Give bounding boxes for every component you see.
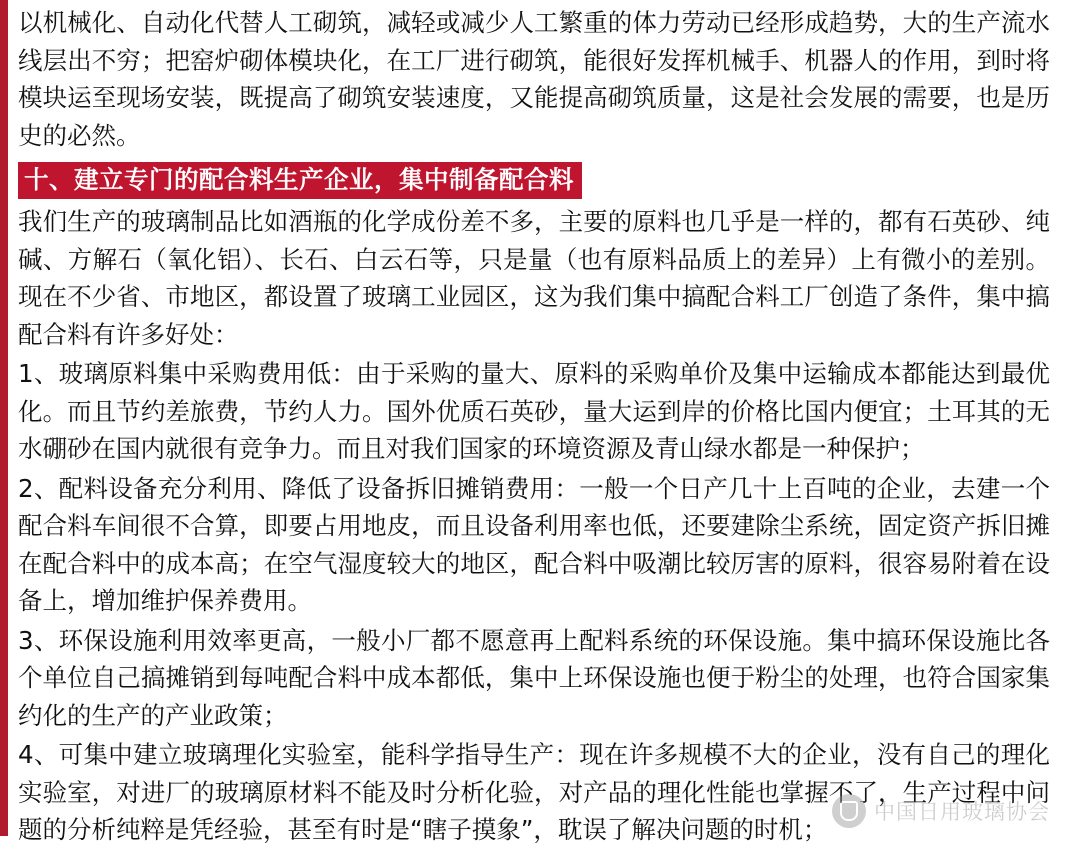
watermark-text: 中国日用玻璃协会 xyxy=(874,800,1050,824)
paragraph-intro: 以机械化、自动化代替人工砌筑，减轻或减少人工繁重的体力劳动已经形成趋势，大的生产流水线层出不穷；把窑炉砌体模块化，在工厂进行砌筑，能很好发挥机械手、机器人的作用，到时将模块运至现场安装，既提高了砌筑安装速度，又能提高砌筑质量，这是社会发展的需要，也是历史的必然。 xyxy=(18,8,1050,150)
paragraph-body-5: 4、可集中建立玻璃理化实验室，能科学指导生产：现在许多规模不大的企业，没有自己的理化实验室，对进厂的玻璃原材料不能及时分析化验，对产品的理化性能也掌握不了，生产过程中问题的分析纯粹是凭经验，甚至有时是“瞎子摸象”，耽误了解决问题的时机； xyxy=(18,740,1050,844)
paragraph-body-2: 1、玻璃原料集中采购费用低：由于采购的量大、原料的采购单价及集中运输成本都能达到最优化。而且节约差旅费，节约人力。国外优质石英砂，量大运到岸的价格比国内便宜；土耳其的无水硼砂在国内就很有竞争力。而且对我们国家的环境资源及青山绿水都是一种保护； xyxy=(18,359,1050,463)
paragraph-body-1: 我们生产的玻璃制品比如酒瓶的化学成份差不多，主要的原料也几乎是一样的，都有石英砂、纯碱、方解石（氧化铝）、长石、白云石等，只是量（也有原料品质上的差异）上有微小的差别。现在不少省、市地区，都设置了玻璃工业园区，这为我们集中搞配合料工厂创造了条件，集中搞配合料有许多好处： xyxy=(18,207,1050,349)
paragraph-body-4: 3、环保设施利用效率更高，一般小厂都不愿意再上配料系统的环保设施。集中搞环保设施比各个单位自己搞摊销到每吨配合料中成本都低，集中上环保设施也便于粉尘的处理，也符合国家集约化的生产的产业政策； xyxy=(18,625,1050,730)
section-heading-row xyxy=(18,156,1050,203)
section-heading: 十、建立专门的配合料生产企业，集中制备配合料 xyxy=(18,162,582,199)
paragraph-body-3: 2、配料设备充分利用、降低了设备拆旧摊销费用：一般一个日产几十上百吨的企业，去建一个配合料车间很不合算，即要占用地皮，而且设备利用率也低，还要建除尘系统，固定资产拆旧摊在配合料中的成本高；在空气湿度较大的地区，配合料中吸潮比较厉害的原料，很容易附着在设备上，增加维护保养费用。 xyxy=(18,473,1050,615)
left-accent-rule xyxy=(0,0,8,836)
